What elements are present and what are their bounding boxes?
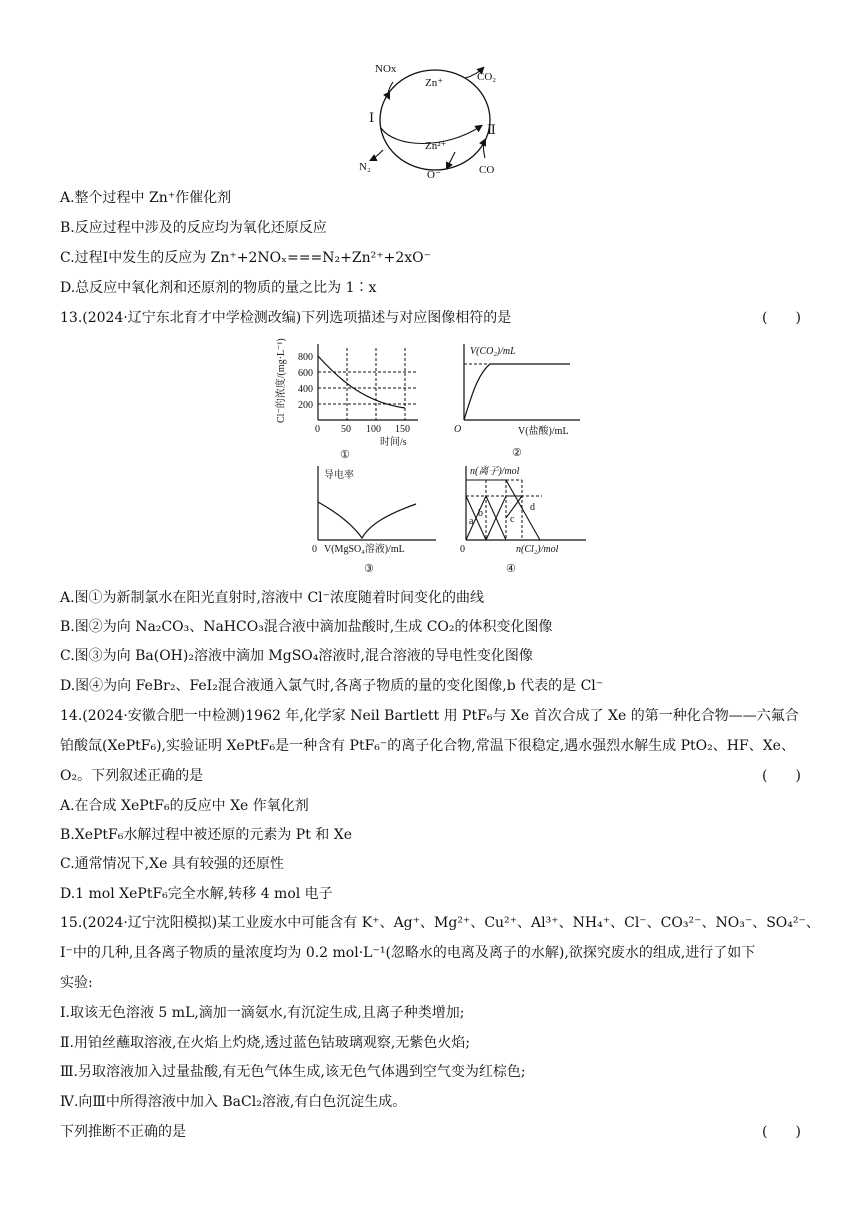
q15-stem-line2: I⁻中的几种,且各离子物质的量浓度均为 0.2 mol·L⁻¹(忽略水的电离及离子的水解),欲探究废水的组成,进行了如下 — [60, 945, 756, 961]
q14-stem-line3: O₂。下列叙述正确的是 — [60, 768, 204, 784]
diagram-label-step2: Ⅱ — [487, 122, 496, 137]
q15-step-3: Ⅲ.另取溶液加入过量盐酸,有无色气体生成,该无色气体遇到空气变为红棕色; — [60, 1064, 526, 1080]
q14-option-b: B.XePtF₆水解过程中被还原的元素为 Pt 和 Xe — [60, 827, 353, 843]
graph1-xtick-0: 0 — [315, 424, 320, 435]
q13-option-d: D.图④为向 FeBr₂、FeI₂混合液通入氯气时,各离子物质的量的变化图像,b 代表的是 Cl⁻ — [60, 678, 604, 694]
graph1-ytick-600: 600 — [298, 368, 313, 379]
q14-option-d: D.1 mol XePtF₆完全水解,转移 4 mol 电子 — [60, 886, 333, 902]
diagram-label-zn-plus: Zn⁺ — [425, 77, 444, 89]
diagram-label-n2: N₂ — [359, 161, 371, 173]
graph4-label-c: c — [510, 514, 515, 525]
q12-option-a: A.整个过程中 Zn⁺作催化剂 — [60, 190, 232, 206]
graph2-caption: ② — [512, 447, 522, 459]
q13-option-c: C.图③为向 Ba(OH)₂溶液中滴加 MgSO₄溶液时,混合溶液的导电性变化图像 — [60, 648, 533, 664]
q13-stem: 13.(2024·辽宁东北育才中学检测改编)下列选项描述与对应图像相符的是 — [60, 310, 512, 326]
graph4-ylabel: n(离子)/mol — [470, 466, 520, 477]
graph4-label-d: d — [530, 502, 535, 513]
diagram-label-o-minus: O⁻ — [427, 169, 441, 181]
graph4-label-b: b — [478, 508, 483, 519]
graph1-ytick-200: 200 — [298, 400, 313, 411]
graph1-xtick-100: 100 — [366, 424, 381, 435]
graph4-xlabel: n(Cl₂)/mol — [516, 544, 559, 555]
graph3-ylabel: 导电率 — [324, 470, 354, 481]
graph1-ylabel: Cl⁻的浓度/(mg·L⁻¹) — [276, 338, 287, 423]
graph1-xtick-50: 50 — [341, 424, 351, 435]
q15-step-1: Ⅰ.取该无色溶液 5 mL,滴加一滴氨水,有沉淀生成,且离子种类增加; — [60, 1005, 465, 1021]
graph3-xlabel: V(MgSO₄溶液)/mL — [324, 544, 405, 555]
q12-option-d: D.总反应中氧化剂和还原剂的物质的量之比为 1∶x — [60, 280, 377, 296]
q13-option-a: A.图①为新制氯水在阳光直射时,溶液中 Cl⁻浓度随着时间变化的曲线 — [60, 590, 485, 606]
graph2-ylabel: V(CO₂)/mL — [470, 346, 516, 357]
q14-stem-line1: 14.(2024·安徽合肥一中检测)1962 年,化学家 Neil Bartlett 用 PtF₆与 Xe 首次合成了 Xe 的第一种化合物——六氟合 — [60, 708, 799, 724]
q15-step-4: Ⅳ.向Ⅲ中所得溶液中加入 BaCl₂溶液,有白色沉淀生成。 — [60, 1094, 407, 1110]
diagram-label-zn2-plus: Zn²⁺ — [425, 140, 447, 152]
graph1-xlabel: 时间/s — [380, 437, 407, 448]
q12-option-b: B.反应过程中涉及的反应均为氧化还原反应 — [60, 220, 327, 236]
graph2-origin: O — [454, 424, 462, 435]
diagram-label-co2: CO₂ — [477, 71, 497, 83]
q13-option-b: B.图②为向 Na₂CO₃、NaHCO₃混合液中滴加盐酸时,生成 CO₂的体积变化图像 — [60, 619, 553, 635]
diagram-label-nox: NOx — [375, 63, 397, 75]
graph4-label-a: a — [469, 516, 474, 527]
q15-stem-line1: 15.(2024·辽宁沈阳模拟)某工业废水中可能含有 K⁺、Ag⁺、Mg²⁺、Cu²⁺、Al³⁺、NH₄⁺、Cl⁻、CO₃²⁻、NO₃⁻、SO₄²⁻、 — [60, 915, 820, 931]
q14-option-a: A.在合成 XePtF₆的反应中 Xe 作氧化剂 — [60, 798, 309, 814]
graph3-caption: ③ — [364, 563, 374, 575]
q12-option-c: C.过程Ⅰ中发生的反应为 Zn⁺+2NOₓ===N₂+Zn²⁺+2xO⁻ — [60, 250, 432, 266]
q13-graph-1 — [268, 338, 428, 463]
graph1-xtick-150: 150 — [395, 424, 410, 435]
q13-graph-2 — [448, 338, 588, 463]
q13-answer-paren: ( ) — [762, 310, 801, 326]
graph1-ytick-400: 400 — [298, 384, 313, 395]
q12-cycle-diagram — [355, 58, 515, 183]
diagram-label-co: CO — [479, 164, 495, 176]
q15-question: 下列推断不正确的是 — [60, 1124, 186, 1140]
graph4-caption: ④ — [506, 563, 516, 575]
q13-graph-4 — [458, 458, 598, 583]
graph1-ytick-800: 800 — [298, 352, 313, 363]
graph3-origin: 0 — [312, 544, 317, 555]
q14-answer-paren: ( ) — [762, 768, 801, 784]
q13-graph-3 — [308, 458, 448, 583]
diagram-label-step1: Ⅰ — [369, 110, 375, 125]
graph1-caption: ① — [340, 449, 350, 461]
q14-stem-line2: 铂酸氙(XePtF₆),实验证明 XePtF₆是一种含有 PtF₆⁻的离子化合物,常温下很稳定,遇水强烈水解生成 PtO₂、HF、Xe、 — [60, 738, 795, 754]
q15-step-2: Ⅱ.用铂丝蘸取溶液,在火焰上灼烧,透过蓝色钴玻璃观察,无紫色火焰; — [60, 1035, 471, 1051]
graph2-xlabel: V(盐酸)/mL — [518, 426, 569, 437]
q15-stem-line3: 实验: — [60, 975, 93, 991]
graph4-origin: 0 — [460, 544, 465, 555]
q15-answer-paren: ( ) — [762, 1124, 801, 1140]
q14-option-c: C.通常情况下,Xe 具有较强的还原性 — [60, 856, 284, 872]
